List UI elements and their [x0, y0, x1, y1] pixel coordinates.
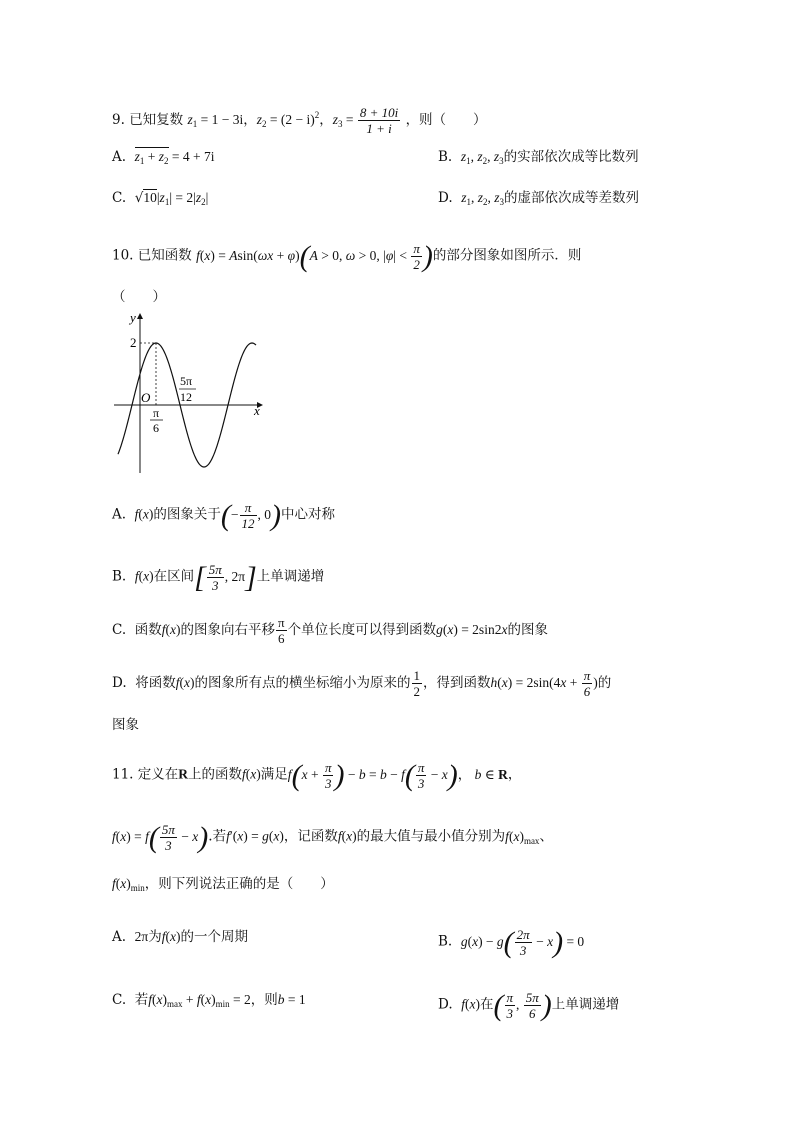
q10-option-c-pre: 函数	[134, 622, 162, 638]
q10-option-d-mid: 的图象所有点的横坐标缩小为原来的	[194, 675, 411, 691]
q11-option-a-label: A.	[112, 929, 127, 945]
x-axis-label: x	[254, 403, 260, 418]
q10-paren: （ ）	[112, 289, 166, 305]
q9-number: 9.	[112, 112, 125, 128]
q9-stem-pre: 已知复数	[129, 112, 184, 128]
q10-option-a-mid: 的图象关于	[153, 506, 221, 523]
q10-option-b-mid: 在区间	[153, 568, 195, 585]
q9-option-c-formula: $√10|z_1| = 2|z_2|$	[134, 190, 209, 207]
q11-line3: $f(x)_{min}$，则下列说法正确的是（ ）	[112, 876, 334, 893]
q9-option-d	[438, 188, 639, 212]
q11-option-a-text: 为	[148, 929, 162, 945]
q9-option-a-formula: $z_1 + z_2 = 4 + 7i$	[134, 149, 215, 166]
q9-option-a-label: A.	[112, 149, 127, 165]
q9-option-b	[438, 147, 639, 171]
q10-graph	[110, 308, 270, 478]
q10-formula: f(x) = Asin(ωx + φ)(A > 0, ω > 0, |φ| < $\frac{\pi}{2}$ )	[196, 239, 433, 273]
q10-option-c-label: C.	[112, 622, 127, 638]
q10-stem	[112, 241, 581, 272]
q11-option-a: A. 2π为f(x)的一个周期	[112, 929, 248, 945]
q11-line2-end: 、	[539, 828, 553, 845]
q11-option-d-label: D.	[438, 996, 453, 1013]
q11-option-b: B. g(x) − g( $\frac{2\pi}{3}$ − x) = 0	[438, 925, 585, 959]
tick-pi6-den: 6	[153, 421, 159, 435]
q9-option-a	[112, 147, 215, 171]
q11-line2-mid: .若	[208, 828, 227, 845]
q10-option-d-cont: 图象	[112, 717, 139, 733]
y-axis-label: y	[130, 310, 136, 325]
q11-line2-mid2: ，记函数	[283, 828, 338, 845]
q11-stem-R: R	[178, 766, 189, 782]
q10-option-b-end: 上单调递增	[256, 568, 325, 585]
q11-line2: f(x) = f( $\frac{5\pi}{3}$ − x).若f′(x) = g(x)，记函数f(x)的最大值与最小值分别为$f(x)_{max}$、	[112, 820, 553, 854]
q9-formula: $z_1 = 1 - 3i$，$z_2 = (2 - i)^2$，$z_3$ = $\frac{8 + 10i}{1 + i}$	[187, 105, 399, 137]
q11-line2-mid3: 的最大值与最小值分别为	[356, 828, 506, 845]
q11-option-c: C. 若$f(x)_{max} + f(x)_{min} = 2$，则b = 1	[112, 992, 306, 1009]
q11-option-c-mid: ，则	[250, 992, 278, 1008]
q11-stem-mid: 上的函数	[188, 766, 243, 783]
q10-option-d: D. 将函数f(x)的图象所有点的横坐标缩小为原来的 $\frac{1}{2}$ ，得到函数h(x) = 2sin(4x + $\frac{\pi}{6}$ )的	[112, 668, 612, 700]
max-value-label: 2	[130, 335, 137, 350]
q11-option-d: D. f(x)在( $\frac{\pi}{3}$ , $\frac{5\pi}{6}$ )上单调递增	[438, 988, 620, 1022]
q9-option-c	[112, 188, 208, 212]
q10-option-d-end: 的	[597, 675, 612, 691]
q11-stem-pre: 定义在	[137, 766, 179, 783]
q10-option-d-pre: 将函数	[135, 675, 176, 691]
q10-option-b-label: B.	[112, 568, 127, 585]
q11-option-b-label: B.	[438, 933, 453, 950]
q11-line3-end: ，则下列说法正确的是（ ）	[144, 876, 334, 892]
tick-5pi12-num: 5π	[180, 374, 193, 388]
q9-option-d-formula: $z_1$, $z_2$, $z_3$	[461, 190, 505, 207]
q10-option-c-mid2: 个单位长度可以得到函数	[287, 622, 437, 638]
q10-option-b: B. f(x)在区间[ $\frac{5\pi}{3}$ , 2π]上单调递增	[112, 560, 325, 594]
q9-option-b-text: 的实部依次成等比数列	[503, 149, 639, 165]
q9-option-d-label: D.	[438, 190, 453, 206]
q11-option-d-mid: 在	[480, 996, 494, 1013]
q11-stem-end: ，	[507, 766, 522, 783]
q9-option-c-label: C.	[112, 190, 127, 206]
q11-number: 11.	[112, 766, 134, 783]
q10-option-c-mid: 的图象向右平移	[180, 622, 275, 638]
q9-option-b-formula: $z_1$, $z_2$, $z_3$	[460, 149, 504, 166]
q9-stem	[112, 105, 487, 136]
q11-option-c-label: C.	[112, 992, 127, 1008]
q11-option-d-end: 上单调递增	[551, 996, 620, 1013]
tick-pi6-num: π	[153, 406, 160, 420]
q10-option-d-mid2: ，得到函数	[423, 675, 491, 691]
q11-stem: 11. 定义在R上的函数f(x)满足f(x + $\frac{\pi}{3}$ ) − b = b − f( $\frac{\pi}{3}$ − x)， b ∈ R，	[112, 758, 522, 792]
q11-option-a-end: 的一个周期	[180, 929, 248, 945]
q9-option-d-text: 的虚部依次成等差数列	[504, 190, 640, 206]
q9-option-b-label: B.	[438, 149, 453, 165]
q10-option-c: C. 函数f(x)的图象向右平移 $\frac{\pi}{6}$ 个单位长度可以得到函数g(x) = 2sin2x的图象	[112, 615, 548, 646]
q11-stem-mid2: 满足	[260, 766, 288, 783]
q10-option-c-end: 的图象	[507, 622, 548, 638]
q10-option-a-label: A.	[112, 506, 127, 523]
q10-option-d-label: D.	[112, 675, 127, 691]
q10-option-a-end: 中心对称	[281, 506, 336, 523]
q10-option-a: A. f(x)的图象关于(− $\frac{\pi}{12}$ , 0)中心对称	[112, 498, 336, 532]
q9-stem-post: ，则（ ）	[405, 112, 487, 128]
origin-label: O	[141, 390, 151, 405]
q11-option-c-pre: 若	[134, 992, 149, 1008]
tick-5pi12-den: 12	[180, 390, 192, 404]
q10-stem-post: 的部分图象如图所示．则	[432, 247, 582, 264]
q10-number: 10.	[112, 247, 134, 264]
q10-stem-pre: 已知函数	[137, 247, 192, 264]
